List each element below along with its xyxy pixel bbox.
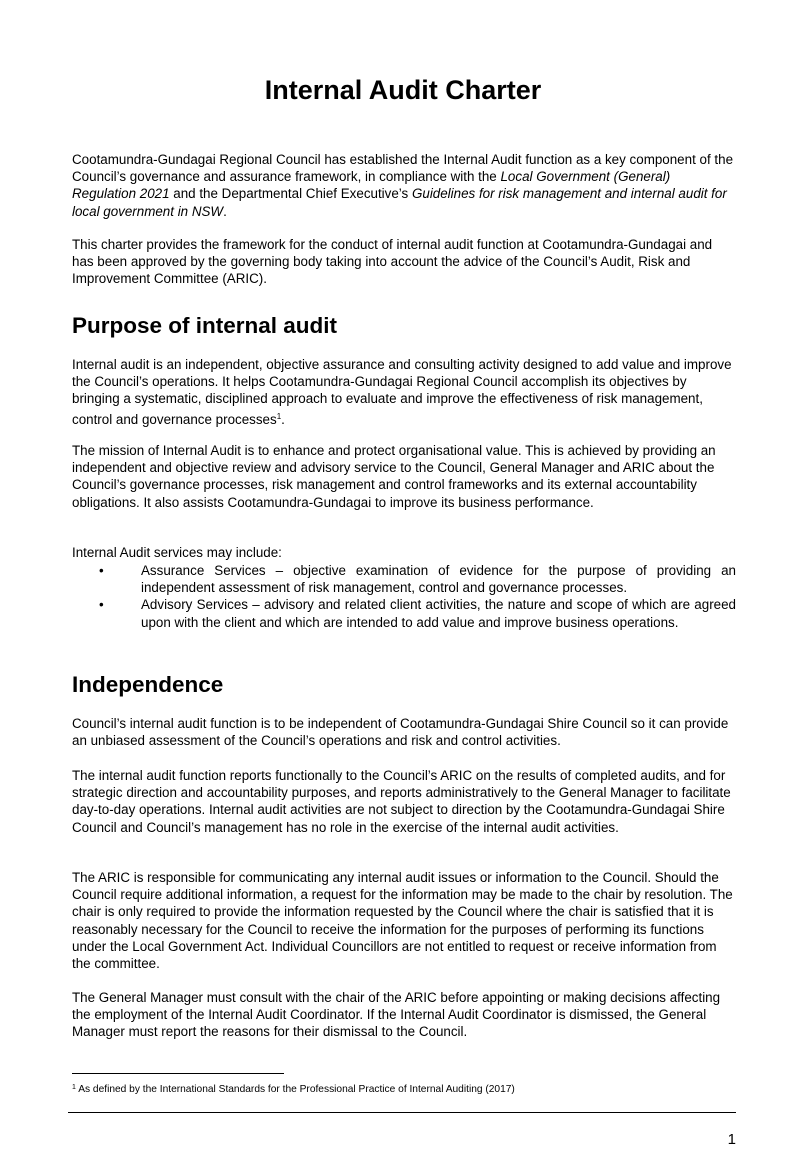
footnote-text: As defined by the International Standards for the Professional Practice of Internal Auditing (2017) [78,1084,515,1095]
guidelines-title: Guidelines for risk management and internal audit for local government in NSW [72,186,727,219]
independence-paragraph-2: The internal audit function reports functionally to the Council’s ARIC on the results of completed audits, and for strategic direction and accountability purposes, and reports administratively to the General Manager to facilitate day-to-day operations. Internal audit activities are not subject to direction by the Cootamundra-Gundagai Shire Council and Council’s management has no role in the exercise of the internal audit activities. [72,768,731,835]
footnote-divider [72,1073,284,1074]
services-list [72,562,736,631]
purpose-paragraph-1 [72,356,736,428]
services-intro: Internal Audit services may include: [72,545,282,560]
footnote-marker: 1 [72,1084,76,1091]
intro-text-a: Cootamundra-Gundagai Regional Council has established the Internal Audit function as a key component of the Council’s governance and assurance framework, in compliance with the [72,152,734,185]
intro-paragraph-1 [72,151,736,220]
independence-paragraph-3: The ARIC is responsible for communicating any internal audit issues or information to the Council. Should the Council require additional information, a request for the information may be made to the chair by resolution. The chair is only required to provide the information requested by the Council where the chair is satisfied that it is reasonably necessary for the Council to receive the information for the purposes of performing its functions under the Local Government Act. Individual Councillors are not entitled to request or receive information from the committee. [72,870,733,972]
document-title: Internal Audit Charter [264,75,542,105]
bullet-text: Advisory Services – advisory and related client activities, the nature and scope of which are agreed upon with the client and which are intended to add value and improve business operations. [141,597,736,630]
footnote-reference[interactable]: 1 [276,411,282,421]
bullet-icon: • [99,563,104,578]
independence-paragraph-4: The General Manager must consult with the chair of the ARIC before appointing or making decisions affecting the employment of the Internal Audit Coordinator. If the Internal Audit Coordinator is dismissed, the General Manager must report the reasons for their dismissal to the Council. [72,990,721,1040]
purpose-p1-end: . [281,411,285,427]
page-number: 1 [727,1131,736,1148]
purpose-heading: Purpose of internal audit [72,313,338,338]
intro-text-c: . [223,203,227,219]
footer-divider [68,1112,736,1113]
list-item [72,596,736,630]
bullet-icon: • [99,597,104,613]
list-item [72,562,736,596]
regulation-title: Local Government (General) Regulation 2021 [72,169,671,202]
intro-text-b: and the Departmental Chief Executive’s [169,186,412,202]
independence-paragraph-1: Council’s internal audit function is to be independent of Cootamundra-Gundagai Shire Council so it can provide an unbiased assessment of the Council’s operations and risk and control activities. [72,716,729,749]
footnote [72,1081,736,1096]
bullet-text: Assurance Services – objective examination of evidence for the purpose of providing an independent assessment of risk management, control and governance processes. [141,563,736,596]
independence-heading: Independence [72,672,224,697]
intro-paragraph-2: This charter provides the framework for the conduct of internal audit function at Cootamundra-Gundagai and has been approved by the governing body taking into account the advice of the Council’s Audit, Risk and Improvement Committee (ARIC). [72,237,713,287]
purpose-p1-text: Internal audit is an independent, objective assurance and consulting activity designed to add value and improve the Council’s operations. It helps Cootamundra-Gundagai Regional Council accomplish its objectives by bringing a systematic, disciplined approach to evaluate and improve the effectiveness of risk management, control and governance processes [72,357,732,427]
purpose-paragraph-2: The mission of Internal Audit is to enhance and protect organisational value. This is achieved by providing an independent and objective review and advisory service to the Council, General Manager and ARIC about the Council’s governance processes, risk management and control frameworks and its external accountability obligations. It also assists Cootamundra-Gundagai to improve its business performance. [72,443,716,510]
